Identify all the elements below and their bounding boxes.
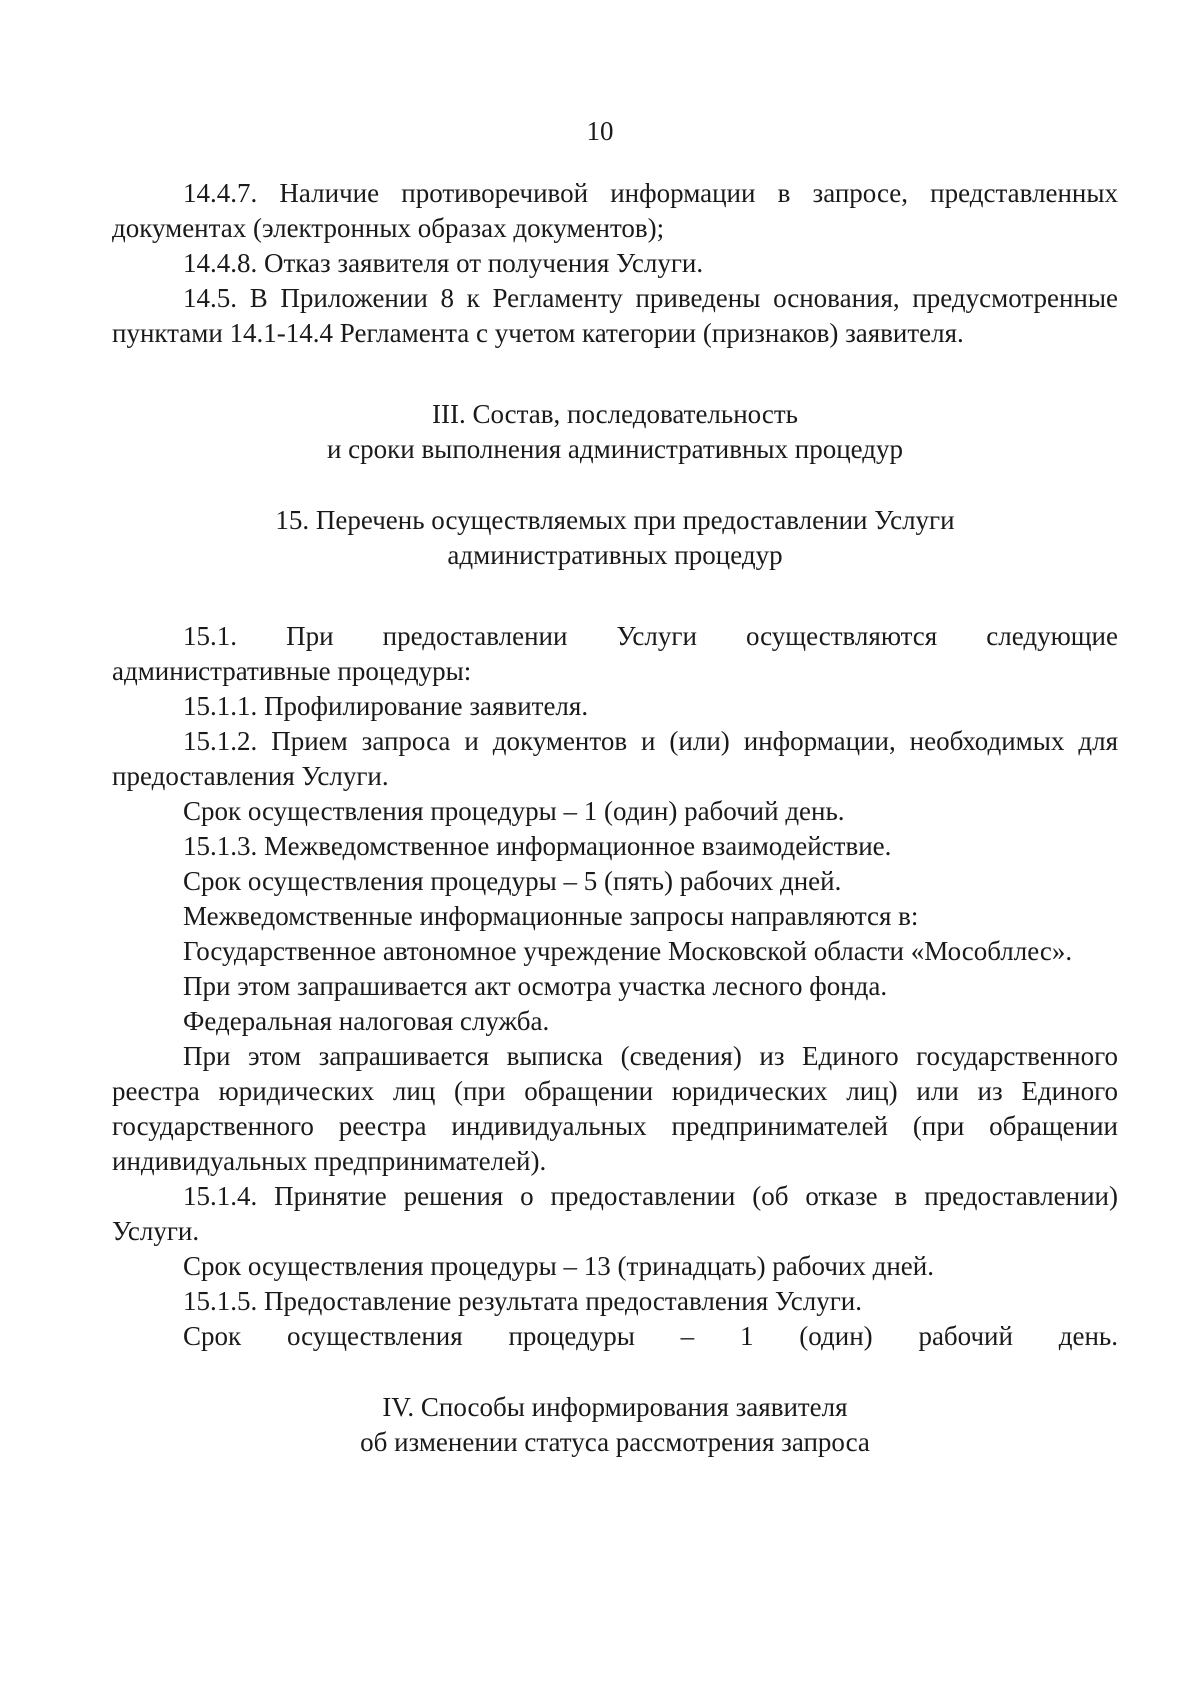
paragraph-term-1: Срок осуществления процедуры – 1 (один) рабочий день.	[183, 796, 845, 826]
section-15-heading-line2: административных процедур	[447, 540, 783, 570]
paragraph-tax-service: Федеральная налоговая служба.	[183, 1006, 550, 1036]
section-3-heading-line2: и сроки выполнения административных процедур	[326, 434, 904, 464]
page-number: 10	[586, 116, 614, 146]
paragraph-15-1-4: 15.1.4. Принятие решения о предоставлении (об отказе в предоставлении) Услуги.	[112, 1181, 1118, 1246]
paragraph-term-13: Срок осуществления процедуры – 13 (тринадцать) рабочих дней.	[183, 1251, 934, 1281]
paragraph-registry-extract: При этом запрашивается выписка (сведения) из Единого государственного реестра юридических лиц (при обращении юридических лиц) или из Единого государственного реестра индивидуальных предпринимателей (при обращении индивидуальных предпринимателей).	[112, 1041, 1118, 1176]
section-4-heading-line2: об изменении статуса рассмотрения запроса	[360, 1427, 870, 1457]
paragraph-forest-act: При этом запрашивается акт осмотра участка лесного фонда.	[183, 971, 888, 1001]
paragraph-15-1: 15.1. При предоставлении Услуги осуществляются следующие административные процедуры:	[112, 621, 1118, 686]
paragraph-15-1-1: 15.1.1. Профилирование заявителя.	[183, 691, 589, 721]
paragraph-15-1-2: 15.1.2. Прием запроса и документов и (или) информации, необходимых для предоставления Услуги.	[112, 726, 1118, 791]
section-15-heading-line1: 15. Перечень осуществляемых при предоставлении Услуги	[275, 505, 955, 535]
document-body	[112, 176, 1118, 1460]
paragraph-term-final: Срок осуществления процедуры – 1 (один) рабочий день.	[183, 1321, 1118, 1351]
paragraph-term-5: Срок осуществления процедуры – 5 (пять) рабочих дней.	[183, 866, 842, 896]
section-4-heading-line1: IV. Способы информирования заявителя	[382, 1392, 848, 1422]
paragraph-14-4-7: 14.4.7. Наличие противоречивой информации в запросе, представленных документах (электронных образах документов);	[112, 178, 1118, 243]
paragraph-14-5: 14.5. В Приложении 8 к Регламенту приведены основания, предусмотренные пунктами 14.1-14.4 Регламента с учетом категории (признаков) заявителя.	[112, 283, 1118, 348]
paragraph-15-1-5: 15.1.5. Предоставление результата предоставления Услуги.	[183, 1286, 862, 1316]
paragraph-requests-sent: Межведомственные информационные запросы направляются в:	[183, 901, 919, 931]
section-3-heading-line1: III. Состав, последовательность	[432, 399, 798, 429]
paragraph-15-1-3: 15.1.3. Межведомственное информационное взаимодействие.	[183, 831, 892, 861]
paragraph-mosobles: Государственное автономное учреждение Московской области «Мособллес».	[183, 936, 1073, 966]
paragraph-14-4-8: 14.4.8. Отказ заявителя от получения Услуги.	[183, 248, 704, 278]
